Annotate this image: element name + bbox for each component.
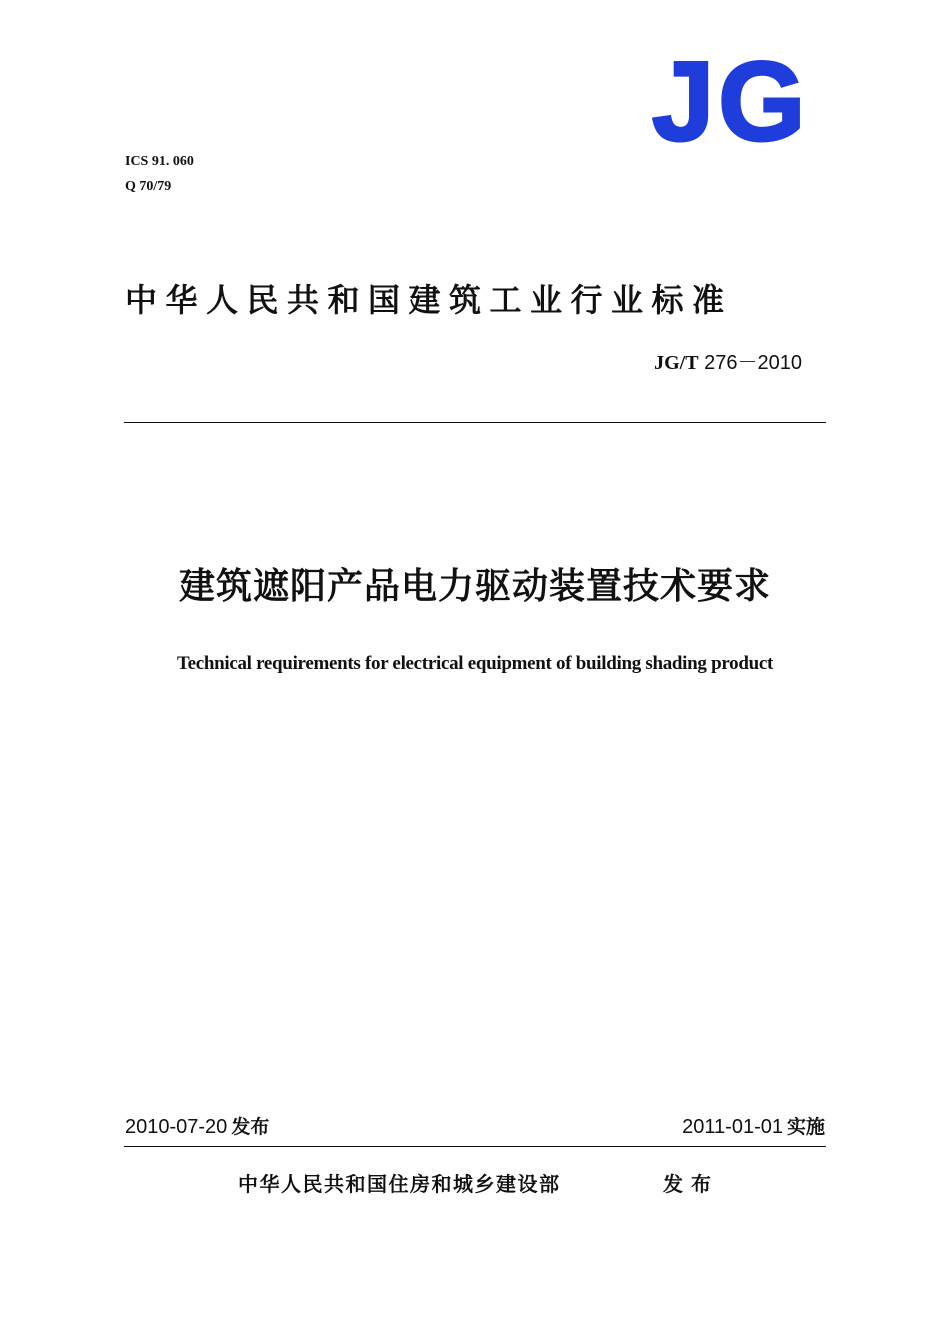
- issue-action-label: 发布: [663, 1172, 719, 1196]
- document-title-english: Technical requirements for electrical equipment of building shading product: [176, 653, 774, 674]
- issue-date-value: 2010-07-20: [125, 1116, 228, 1138]
- jg-logo-text: JG: [652, 39, 810, 164]
- top-divider: [124, 422, 826, 423]
- standard-number-prefix: JG/T: [654, 352, 699, 374]
- ics-code: ICS 91. 060: [125, 154, 194, 169]
- classification-code: Q 70/79: [125, 179, 172, 194]
- standard-number: [654, 350, 802, 376]
- implementation-date-label: 实施: [786, 1116, 825, 1138]
- bottom-divider: [124, 1146, 826, 1147]
- implementation-date-value: 2011-01-01: [682, 1116, 783, 1138]
- issuing-authority: 中华人民共和国住房和城乡建设部: [238, 1172, 561, 1196]
- jg-logo: [652, 39, 812, 164]
- implementation-date: [682, 1114, 825, 1140]
- standard-type-heading: 中华人民共和国建筑工业行业标准: [125, 281, 733, 319]
- standard-number-value: 276－2010: [704, 352, 802, 374]
- issue-date-label: 发布: [231, 1116, 270, 1138]
- issue-date: [125, 1114, 269, 1140]
- document-title-chinese: 建筑遮阳产品电力驱动装置技术要求: [178, 566, 771, 607]
